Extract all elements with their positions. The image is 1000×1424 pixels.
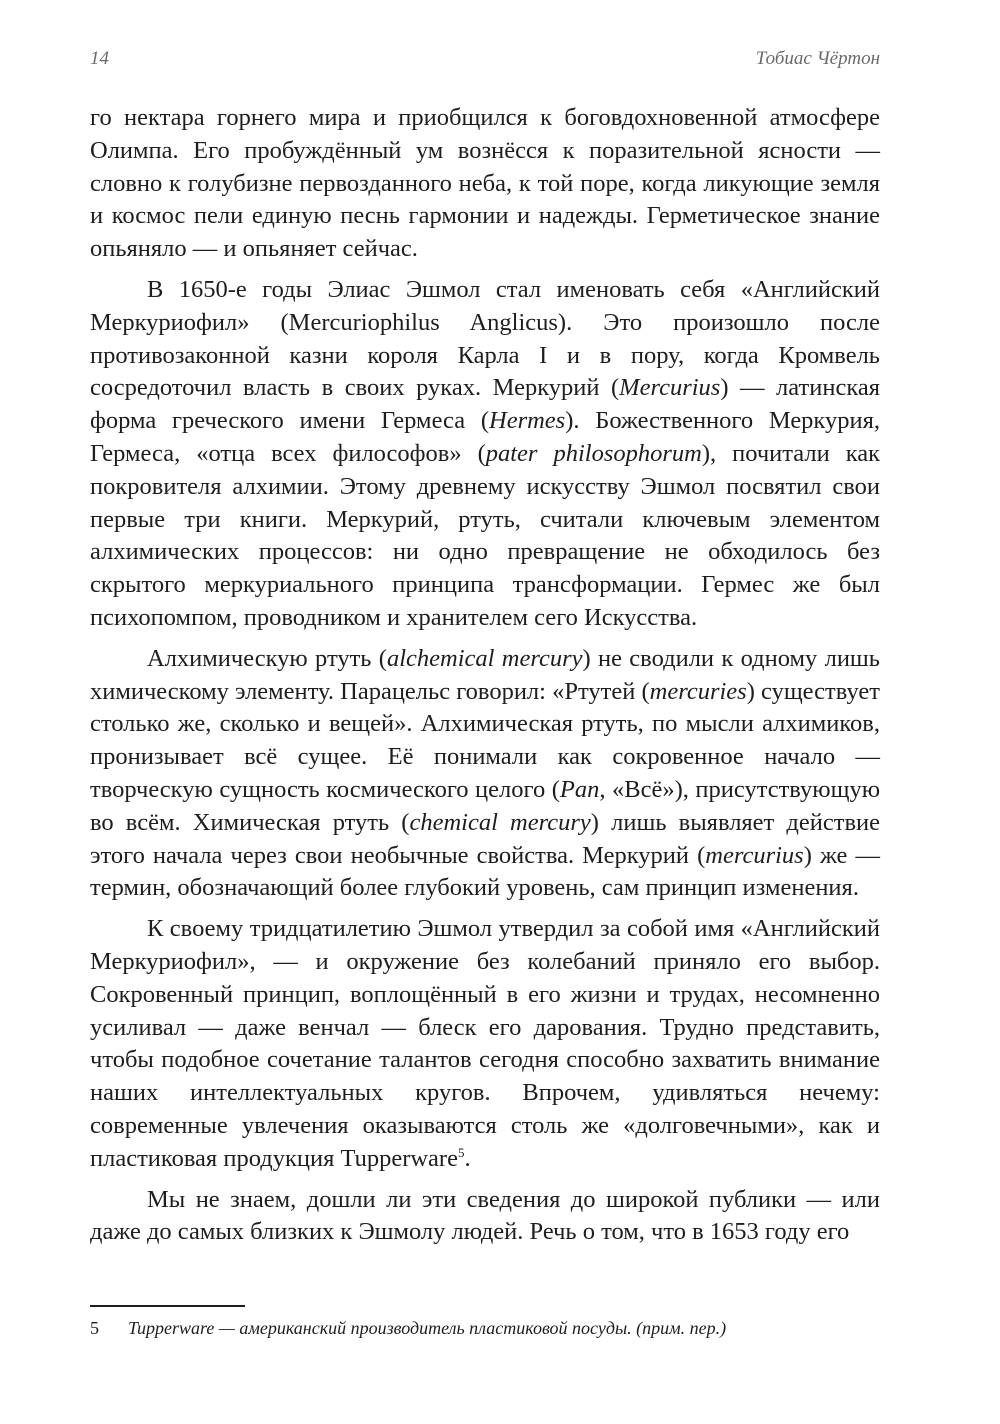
running-head [90, 48, 880, 76]
italic-term: Pan [559, 775, 600, 803]
italic-term: Mercurius [619, 374, 721, 402]
footnote-text: Tupperware — американский производитель пластиковой посуды. (прим. пер.) [128, 1318, 727, 1338]
footnote-reference: 5 [457, 1144, 465, 1160]
text-run: К своему тридцатилетию Эшмол утвердил за собой имя «Английский Меркуриофил», — и окружение без колебаний приняло его выбор. Сокровенный принцип, воплощённый в его жизни и трудах, несомненно усиливал — даже венчал — блеск его дарования. Трудно представить, чтобы подобное сочетание талантов сегодня способно захватить внимание наших интеллектуальных кругов. Впрочем, удивляться нечему: современные увлечения оказываются столь же «долговечными», как и пластиковая продукция Tupperware [90, 915, 880, 1172]
body-text [90, 102, 880, 1257]
text-run: ) — латинская форма греческого имени Гермеса ( [90, 374, 881, 435]
paragraph [90, 1184, 880, 1250]
text-run: ), почитали как покровителя алхимии. Этому древнему искусству Эшмол посвятил свои первые три книги. Меркурий, ртуть, считали ключевым элементом алхимических процессов: ни одно превращение не обходилось без скрытого меркуриального принципа трансформации. Гермес же был психопомпом, проводником и хранителем сего Искусства. [90, 439, 881, 631]
text-run: Алхимическую ртуть ( [147, 644, 387, 672]
paragraph [90, 274, 880, 635]
text-run: . [464, 1144, 471, 1172]
running-head-author: Тобиас Чёртон [755, 48, 880, 69]
text-run: ) же — термин, обозначающий более глубокий уровень, сам принцип изменения. [90, 841, 880, 902]
italic-term: chemical mercury [409, 808, 591, 836]
text-run: ) лишь выявляет действие этого начала через свои необычные свойства. Меркурий ( [90, 808, 881, 869]
italic-term: Hermes [489, 407, 566, 435]
paragraph [90, 102, 880, 266]
italic-term: pater philosophorum [485, 439, 702, 467]
italic-term: mercurius [705, 841, 804, 869]
paragraph [90, 643, 880, 905]
text-run: Мы не знаем, дошли ли эти сведения до широкой публики — или даже до самых близких к Эшмолу людей. Речь о том, что в 1653 году его [90, 1185, 880, 1246]
footnote-divider [90, 1305, 245, 1307]
text-run: го нектара горнего мира и приобщился к боговдохновенной атмосфере Олимпа. Его пробуждённый ум вознёсся к поразительной ясности — словно к голубизне первозданного неба, к той поре, когда ликующие земля и космос пели единую песнь гармонии и надежды. Герметическое знание опьяняло — и опьяняет сейчас. [90, 104, 880, 263]
text-run: ). Божественного Меркурия, Гермеса, «отца всех философов» ( [90, 407, 880, 467]
text-run: ) существует столько же, сколько и вещей». Алхимическая ртуть, по мысли алхимиков, пронизывает всё сущее. Её понимали как сокровенное начало — творческую сущность космического целого ( [90, 677, 880, 803]
italic-term: alchemical mercury [386, 644, 583, 672]
italic-term: mercuries [649, 677, 747, 705]
footnote-number: 5 [90, 1318, 99, 1338]
text-run: В 1650-е годы Элиас Эшмол стал именовать себя «Английский Меркуриофил» (Mercuriophilus Anglicus). Это произошло после противозаконной казни короля Карла I и в пору, когда Кромвель сосредоточил власть в своих руках. Меркурий ( [90, 275, 880, 402]
paragraph [90, 913, 880, 1175]
page-number: 14 [90, 48, 109, 69]
text-run: ) не сводили к одному лишь химическому элементу. Парацельс говорил: «Ртутей ( [90, 644, 880, 705]
text-run: , «Всё»), присутствующую во всём. Химическая ртуть ( [90, 775, 880, 836]
